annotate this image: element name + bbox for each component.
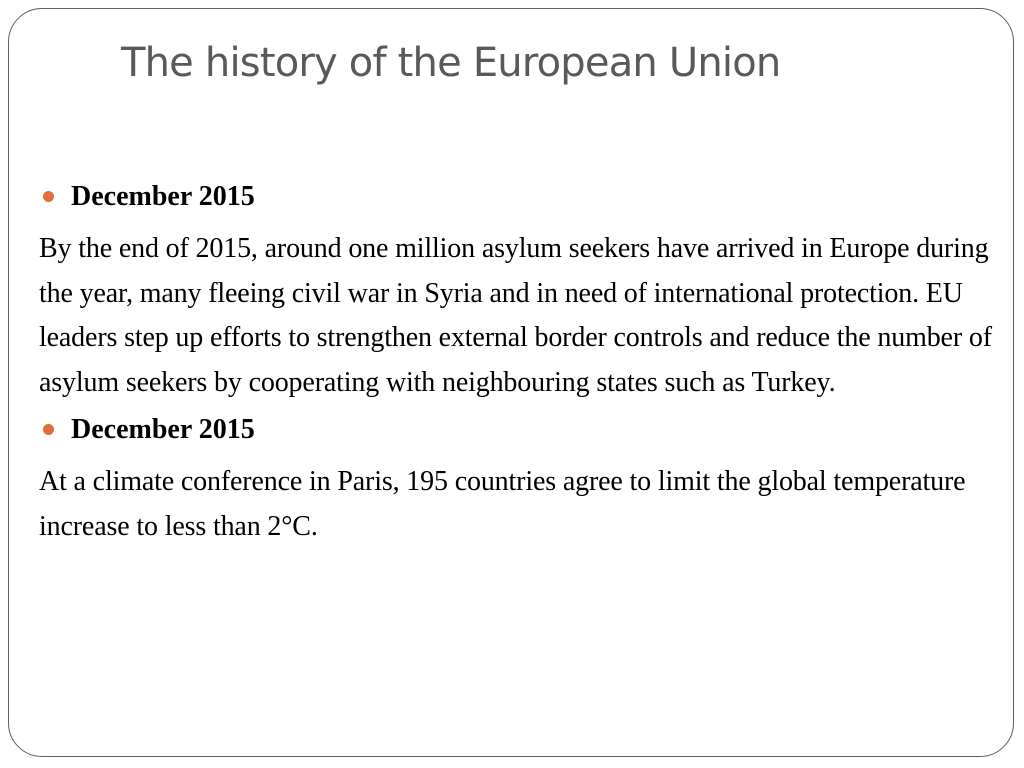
slide-content — [39, 177, 1004, 549]
bullet-item-1 — [39, 177, 1004, 217]
section-paragraph: At a climate conference in Paris, 195 countries agree to limit the global temperature increase to less than 2°C. — [39, 466, 966, 542]
section-paragraph: By the end of 2015, around one million asylum seekers have arrived in Europe during the year, many fleeing civil war in Syria and in need of international protection. EU leaders step up efforts to strengthen external border controls and reduce the number of asylum seekers by cooperating with neighbouring states such as Turkey. — [39, 233, 992, 398]
bullet-dot-icon — [43, 424, 54, 435]
slide-frame — [8, 8, 1014, 757]
bullet-heading: December 2015 — [71, 414, 255, 445]
bullet-heading: December 2015 — [71, 181, 255, 212]
slide-title: The history of the European Union — [121, 40, 781, 86]
bullet-item-2 — [39, 410, 1004, 450]
bullet-dot-icon — [43, 191, 54, 202]
